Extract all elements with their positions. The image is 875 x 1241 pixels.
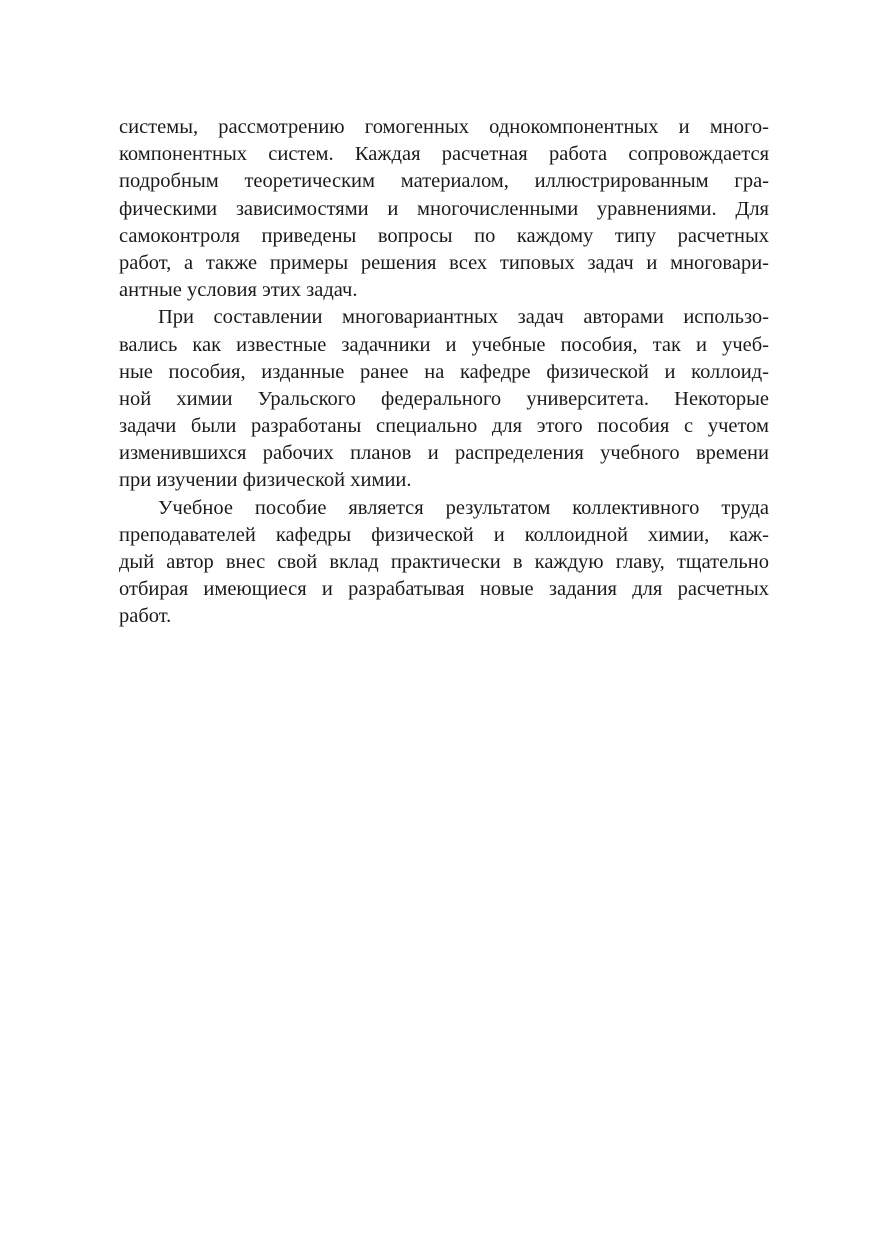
text-line: Учебное пособие является результатом коллективного труда [158,496,769,519]
text-line: ные пособия, изданные ранее на кафедре физической и коллоид- [119,360,769,383]
text-line: дый автор внес свой вклад практически в каждую главу, тщательно [119,551,769,573]
text-line: при изучении физической химии. [119,469,412,492]
text-line: отбирая имеющиеся и разрабатывая новые задания для расчетных [119,578,769,601]
text-line: задачи были разработаны специально для этого пособия с учетом [119,415,769,438]
paragraph-2 [119,304,769,494]
paragraph-1 [119,114,769,304]
text-line: вались как известные задачники и учебные пособия, так и учеб- [119,333,769,356]
text-line: работ, а также примеры решения всех типовых задач и многовари- [119,251,769,274]
text-line: При составлении многовариантных задач авторами использо- [158,306,769,329]
text-line: системы, рассмотрению гомогенных однокомпонентных и много- [119,116,769,138]
text-line: самоконтроля приведены вопросы по каждому типу расчетных [119,224,769,247]
text-line: фическими зависимостями и многочисленными уравнениями. Для [119,197,769,220]
text-line: работ. [119,605,172,628]
text-line: ной химии Уральского федерального университета. Некоторые [119,387,769,410]
text-line: антные условия этих задач. [119,279,358,302]
text-line: изменившихся рабочих планов и распределения учебного времени [119,442,769,465]
text-line: преподавателей кафедры физической и коллоидной химии, каж- [119,523,769,546]
text-line: компонентных систем. Каждая расчетная работа сопровождается [119,143,769,166]
paragraph-3 [119,495,769,631]
text-line: подробным теоретическим материалом, иллюстрированным гра- [119,170,769,193]
body-text [119,114,769,631]
